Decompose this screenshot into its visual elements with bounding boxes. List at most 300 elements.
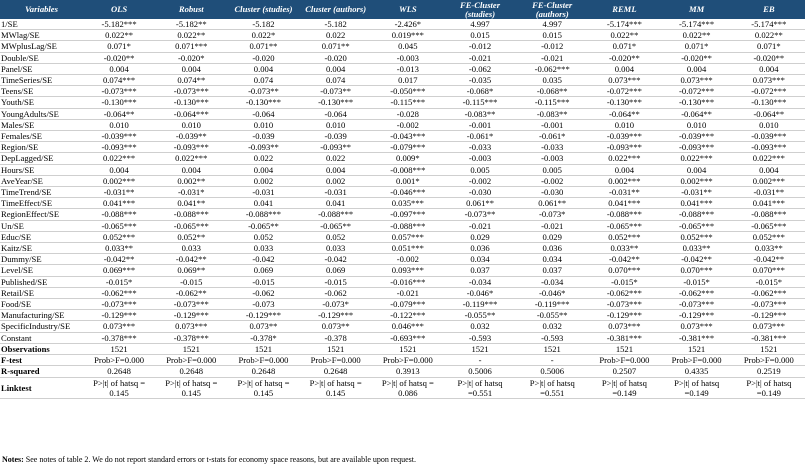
table-cell: -0.020** <box>83 52 155 63</box>
table-cell: 0.010 <box>83 119 155 130</box>
table-cell: 0.041*** <box>83 198 155 209</box>
table-cell: -0.088*** <box>83 209 155 220</box>
table-cell: 0.034 <box>516 254 588 265</box>
table-row <box>0 209 805 220</box>
table-cell: 0.033** <box>83 243 155 254</box>
table-cell: 0.022*** <box>83 153 155 164</box>
table-cell: -0.001 <box>444 119 516 130</box>
table-cell: -0.093*** <box>661 142 733 153</box>
table-cell: 0.071* <box>83 41 155 52</box>
table-cell: -0.003 <box>516 153 588 164</box>
table-cell: -0.062 <box>227 287 299 298</box>
table-cell: -0.073*** <box>661 299 733 310</box>
table-cell: -0.068** <box>516 86 588 97</box>
table-cell: 1521 <box>733 343 805 354</box>
table-row <box>0 153 805 164</box>
table-cell: - <box>444 355 516 366</box>
table-cell: -5.174*** <box>588 19 660 30</box>
table-cell: -0.013 <box>372 63 444 74</box>
table-cell: -0.015* <box>733 276 805 287</box>
table-cell: -0.381*** <box>588 332 660 343</box>
table-cell: 0.002*** <box>588 175 660 186</box>
table-cell: 1521 <box>661 343 733 354</box>
table-row <box>0 299 805 310</box>
table-cell: 0.022 <box>227 153 299 164</box>
table-cell: 0.033** <box>733 243 805 254</box>
table-body <box>0 19 805 398</box>
table-cell: 1521 <box>516 343 588 354</box>
table-cell: -5.182 <box>300 19 372 30</box>
table-cell: -0.073* <box>516 209 588 220</box>
table-cell: 0.010 <box>661 119 733 130</box>
row-label: MWlag/SE <box>0 30 83 41</box>
table-cell: 0.052*** <box>588 231 660 242</box>
table-cell: 0.022*** <box>588 153 660 164</box>
table-cell: 1521 <box>227 343 299 354</box>
table-cell: P>|t| of hatsq = 0.145 <box>227 377 299 398</box>
table-cell: -0.068* <box>444 86 516 97</box>
row-label: Teens/SE <box>0 86 83 97</box>
table-cell: -0.042** <box>588 254 660 265</box>
table-cell: 0.022** <box>155 30 227 41</box>
table-cell: 0.073** <box>227 321 299 332</box>
table-cell: -0.062*** <box>588 287 660 298</box>
table-row <box>0 19 805 30</box>
table-cell: 0.071** <box>300 41 372 52</box>
table-cell: -0.381*** <box>733 332 805 343</box>
table-cell: 0.035*** <box>372 198 444 209</box>
table-cell: -0.021 <box>444 220 516 231</box>
table-cell: -0.015* <box>83 276 155 287</box>
table-cell: 0.009* <box>372 153 444 164</box>
note-text: See notes of table 2. We do not report standard errors or t-stats for economy space reasons, but are available upon request. <box>23 455 416 464</box>
table-cell: -0.031** <box>733 187 805 198</box>
table-header <box>0 0 805 19</box>
table-cell: 0.004 <box>227 63 299 74</box>
table-cell: -0.093** <box>227 142 299 153</box>
row-label: Region/SE <box>0 142 83 153</box>
table-cell: 0.052 <box>300 231 372 242</box>
table-cell: -0.378*** <box>83 332 155 343</box>
table-cell: -0.020* <box>155 52 227 63</box>
header-column: FE-Cluster (authors) <box>516 0 588 19</box>
table-cell: 0.041 <box>227 198 299 209</box>
header-column: OLS <box>83 0 155 19</box>
table-cell: -0.002 <box>444 175 516 186</box>
table-cell: 0.032 <box>444 321 516 332</box>
table-cell: -0.130*** <box>588 97 660 108</box>
table-cell: 0.005 <box>444 164 516 175</box>
table-cell: 0.004 <box>83 164 155 175</box>
table-cell: -0.378* <box>227 332 299 343</box>
table-cell: -0.042** <box>661 254 733 265</box>
table-cell: -0.088*** <box>733 209 805 220</box>
table-row <box>0 187 805 198</box>
table-cell: 0.061** <box>516 198 588 209</box>
table-cell: -0.033 <box>516 142 588 153</box>
table-cell: 0.071*** <box>155 41 227 52</box>
table-cell: -0.062** <box>155 287 227 298</box>
table-cell: 0.010 <box>588 119 660 130</box>
table-cell: -0.050*** <box>372 86 444 97</box>
table-cell: -0.015* <box>661 276 733 287</box>
table-cell: -5.182*** <box>83 19 155 30</box>
table-row <box>0 343 805 354</box>
table-cell: 0.004 <box>661 63 733 74</box>
table-cell: 0.046*** <box>372 321 444 332</box>
table-cell: 0.004 <box>588 164 660 175</box>
table-cell: -5.182** <box>155 19 227 30</box>
table-cell: 0.002*** <box>733 175 805 186</box>
table-cell: 0.004 <box>733 63 805 74</box>
table-row <box>0 231 805 242</box>
table-cell: -0.030 <box>516 187 588 198</box>
table-cell: -0.129*** <box>300 310 372 321</box>
table-cell: Prob>F=0.000 <box>155 355 227 366</box>
table-cell: -0.055** <box>444 310 516 321</box>
table-cell: 0.022*** <box>733 153 805 164</box>
table-cell: -5.174*** <box>661 19 733 30</box>
header-column: EB <box>733 0 805 19</box>
row-label: Retail/SE <box>0 287 83 298</box>
table-cell: 0.019*** <box>372 30 444 41</box>
table-cell: -0.012 <box>516 41 588 52</box>
table-cell: -0.015* <box>588 276 660 287</box>
table-cell: 0.073*** <box>588 321 660 332</box>
table-cell: -0.072*** <box>661 86 733 97</box>
table-cell: -0.062*** <box>661 287 733 298</box>
table-cell: -0.130*** <box>155 97 227 108</box>
table-cell: -0.088*** <box>588 209 660 220</box>
table-cell: -0.042 <box>300 254 372 265</box>
table-cell: 0.070*** <box>733 265 805 276</box>
table-cell: -0.079*** <box>372 142 444 153</box>
table-row <box>0 254 805 265</box>
table-cell: 0.2648 <box>300 366 372 377</box>
table-cell: -0.083** <box>516 108 588 119</box>
table-cell: -0.073** <box>300 86 372 97</box>
row-label: AveYear/SE <box>0 175 83 186</box>
table-cell: -0.064** <box>588 108 660 119</box>
table-cell: 0.032 <box>516 321 588 332</box>
table-cell: 0.034 <box>444 254 516 265</box>
table-cell: -0.073** <box>227 86 299 97</box>
row-label: R-squared <box>0 366 83 377</box>
table-cell: -0.031 <box>227 187 299 198</box>
header-column: MM <box>661 0 733 19</box>
table-cell: 0.5006 <box>444 366 516 377</box>
table-cell: 0.069 <box>227 265 299 276</box>
table-cell: 0.004 <box>155 63 227 74</box>
table-row <box>0 310 805 321</box>
table-cell: -0.073*** <box>83 299 155 310</box>
table-cell: -0.064 <box>227 108 299 119</box>
table-cell: -0.002 <box>372 254 444 265</box>
row-label: Linktest <box>0 377 83 398</box>
table-cell: 0.5006 <box>516 366 588 377</box>
row-label: Youth/SE <box>0 97 83 108</box>
table-cell: 0.002*** <box>83 175 155 186</box>
table-cell: -0.073*** <box>155 299 227 310</box>
table-cell: 0.005 <box>516 164 588 175</box>
table-cell: 0.073*** <box>733 321 805 332</box>
row-label: Dummy/SE <box>0 254 83 265</box>
table-cell: -0.064** <box>83 108 155 119</box>
table-cell: -0.020 <box>300 52 372 63</box>
table-cell: -0.046* <box>516 287 588 298</box>
table-cell: -0.064*** <box>155 108 227 119</box>
table-cell: 0.004 <box>588 63 660 74</box>
table-cell: 0.052*** <box>733 231 805 242</box>
table-cell: 0.010 <box>733 119 805 130</box>
table-cell: -0.020** <box>588 52 660 63</box>
table-cell: 0.073*** <box>155 321 227 332</box>
row-label: Published/SE <box>0 276 83 287</box>
table-cell: -0.064 <box>300 108 372 119</box>
header-row <box>0 0 805 19</box>
table-cell: -0.016*** <box>372 276 444 287</box>
table-cell: 0.022** <box>588 30 660 41</box>
table-cell: -0.130*** <box>733 97 805 108</box>
row-label: Constant <box>0 332 83 343</box>
table-cell: -0.031 <box>300 187 372 198</box>
table-cell: 0.036 <box>444 243 516 254</box>
table-cell: -2.426* <box>372 19 444 30</box>
table-cell: 0.004 <box>733 164 805 175</box>
note-prefix: Notes: <box>2 455 24 464</box>
table-cell: 0.041*** <box>661 198 733 209</box>
table-cell: 0.004 <box>83 63 155 74</box>
table-cell: 0.033** <box>661 243 733 254</box>
table-cell: -0.012 <box>444 41 516 52</box>
table-cell: 0.029 <box>444 231 516 242</box>
table-cell: -0.061* <box>516 131 588 142</box>
row-label: SpecificIndustry/SE <box>0 321 83 332</box>
table-cell: 0.017 <box>372 75 444 86</box>
table-cell: 0.029 <box>516 231 588 242</box>
table-cell: 0.002*** <box>661 175 733 186</box>
table-cell: -0.119*** <box>516 299 588 310</box>
table-cell: -0.033 <box>444 142 516 153</box>
table-cell: Prob>F=0.000 <box>661 355 733 366</box>
table-cell: Prob>F=0.000 <box>227 355 299 366</box>
table-cell: 0.015 <box>516 30 588 41</box>
row-label: 1/SE <box>0 19 83 30</box>
table-cell: 0.033 <box>155 243 227 254</box>
table-cell: 0.071* <box>661 41 733 52</box>
row-label: Educ/SE <box>0 231 83 242</box>
table-cell: 0.010 <box>227 119 299 130</box>
table-cell: -0.046* <box>444 287 516 298</box>
table-cell: -0.020** <box>661 52 733 63</box>
table-cell: -0.015 <box>227 276 299 287</box>
table-cell: -0.088*** <box>372 220 444 231</box>
table-cell: -0.020 <box>227 52 299 63</box>
row-label: Kaitz/SE <box>0 243 83 254</box>
table-cell: -0.042 <box>227 254 299 265</box>
table-row <box>0 355 805 366</box>
table-row <box>0 366 805 377</box>
table-cell: 0.022** <box>661 30 733 41</box>
table-cell: -5.174*** <box>733 19 805 30</box>
table-cell: 0.071** <box>227 41 299 52</box>
table-cell: -0.088*** <box>155 209 227 220</box>
table-cell: 1521 <box>300 343 372 354</box>
table-cell: 0.004 <box>155 164 227 175</box>
table-cell: -0.065*** <box>155 220 227 231</box>
table-row <box>0 30 805 41</box>
table-cell: -0.065** <box>300 220 372 231</box>
table-row <box>0 97 805 108</box>
table-cell: 0.004 <box>227 164 299 175</box>
table-cell: 0.045 <box>372 41 444 52</box>
table-cell: -0.378 <box>300 332 372 343</box>
table-cell: -0.073*** <box>83 86 155 97</box>
table-cell: 1521 <box>444 343 516 354</box>
table-cell: -0.130*** <box>661 97 733 108</box>
table-cell: 0.041*** <box>588 198 660 209</box>
table-cell: 0.2648 <box>83 366 155 377</box>
table-row <box>0 220 805 231</box>
table-cell: 0.022 <box>300 30 372 41</box>
table-cell: -0.593 <box>444 332 516 343</box>
table-cell: -0.129*** <box>83 310 155 321</box>
table-cell: -0.039 <box>300 131 372 142</box>
table-cell: 0.033** <box>588 243 660 254</box>
table-cell: -0.073** <box>444 209 516 220</box>
table-row <box>0 131 805 142</box>
table-cell: 0.051*** <box>372 243 444 254</box>
table-cell: -0.083** <box>444 108 516 119</box>
table-cell: -0.130*** <box>83 97 155 108</box>
table-cell: 0.070*** <box>661 265 733 276</box>
table-cell: 0.052*** <box>83 231 155 242</box>
table-cell: -0.115*** <box>516 97 588 108</box>
table-cell: -0.129*** <box>661 310 733 321</box>
table-cell: -0.031** <box>588 187 660 198</box>
table-cell: 0.036 <box>516 243 588 254</box>
table-cell: -0.093*** <box>155 142 227 153</box>
table-cell: -0.129*** <box>227 310 299 321</box>
table-row <box>0 377 805 398</box>
table-cell: 0.052*** <box>661 231 733 242</box>
table-cell: -0.031* <box>155 187 227 198</box>
table-cell: -0.039 <box>227 131 299 142</box>
table-cell: 0.061** <box>444 198 516 209</box>
table-cell: Prob>F=0.000 <box>300 355 372 366</box>
table-cell: -0.061* <box>444 131 516 142</box>
table-row <box>0 75 805 86</box>
table-cell: P>|t| of hatsq = 0.145 <box>155 377 227 398</box>
table-cell: -0.002 <box>516 175 588 186</box>
table-cell: -0.042** <box>83 254 155 265</box>
table-cell: 1521 <box>83 343 155 354</box>
table-cell: 1521 <box>372 343 444 354</box>
table-cell: P>|t| of hatsq =0.149 <box>588 377 660 398</box>
table-cell: 0.037 <box>516 265 588 276</box>
table-cell: -0.065*** <box>83 220 155 231</box>
table-cell: 0.002 <box>300 175 372 186</box>
table-cell: -0.021 <box>516 220 588 231</box>
table-cell: -0.129*** <box>733 310 805 321</box>
table-cell: 0.052 <box>227 231 299 242</box>
table-cell: -0.593 <box>516 332 588 343</box>
table-cell: -0.093*** <box>588 142 660 153</box>
table-cell: 0.070*** <box>588 265 660 276</box>
table-cell: 0.041 <box>300 198 372 209</box>
table-cell: -0.097*** <box>372 209 444 220</box>
table-row <box>0 164 805 175</box>
table-cell: -0.021 <box>444 52 516 63</box>
table-cell: -0.065*** <box>588 220 660 231</box>
table-cell: -5.182 <box>227 19 299 30</box>
table-cell: 0.022*** <box>661 153 733 164</box>
table-cell: 0.010 <box>155 119 227 130</box>
row-label: Females/SE <box>0 131 83 142</box>
table-cell: -0.088*** <box>661 209 733 220</box>
table-cell: 0.057*** <box>372 231 444 242</box>
table-cell: - <box>516 355 588 366</box>
row-label: F-test <box>0 355 83 366</box>
table-row <box>0 265 805 276</box>
table-cell: -0.129*** <box>588 310 660 321</box>
table-cell: 0.069 <box>300 265 372 276</box>
table-cell: -0.015 <box>300 276 372 287</box>
table-cell: -0.028 <box>372 108 444 119</box>
table-cell: 0.022 <box>300 153 372 164</box>
table-cell: 0.073*** <box>733 75 805 86</box>
table-cell: -0.021 <box>516 52 588 63</box>
table-cell: P>|t| of hatsq =0.149 <box>733 377 805 398</box>
header-column: Robust <box>155 0 227 19</box>
table-cell: 4.997 <box>444 19 516 30</box>
row-label: Food/SE <box>0 299 83 310</box>
table-cell: -0.093** <box>300 142 372 153</box>
table-cell: -0.055** <box>516 310 588 321</box>
table-row <box>0 52 805 63</box>
table-cell: P>|t| of hatsq =0.551 <box>444 377 516 398</box>
table-cell: 0.074 <box>227 75 299 86</box>
table-cell: 0.069*** <box>83 265 155 276</box>
row-label: Observations <box>0 343 83 354</box>
table-cell: P>|t| of hatsq =0.149 <box>661 377 733 398</box>
table-cell: -0.073*** <box>155 86 227 97</box>
table-row <box>0 243 805 254</box>
table-cell: -0.039*** <box>588 131 660 142</box>
table-cell: 0.2648 <box>155 366 227 377</box>
table-cell: -0.039*** <box>733 131 805 142</box>
table-cell: 0.015 <box>444 30 516 41</box>
table-row <box>0 142 805 153</box>
table-cell: -0.062 <box>444 63 516 74</box>
table-cell: 0.069** <box>155 265 227 276</box>
table-cell: -0.042** <box>155 254 227 265</box>
table-cell: -0.065** <box>227 220 299 231</box>
table-cell: -0.073*** <box>588 299 660 310</box>
table-cell: -0.062 <box>300 287 372 298</box>
table-cell: -0.115*** <box>444 97 516 108</box>
table-cell: 0.001* <box>372 175 444 186</box>
table-row <box>0 86 805 97</box>
table-cell: -0.039*** <box>83 131 155 142</box>
table-cell: -0.039*** <box>661 131 733 142</box>
table-cell: -0.020** <box>733 52 805 63</box>
table-cell: -0.381*** <box>661 332 733 343</box>
table-cell: -0.064** <box>661 108 733 119</box>
table-cell: -0.001 <box>516 119 588 130</box>
table-cell: -0.002 <box>372 119 444 130</box>
table-cell: Prob>F=0.000 <box>83 355 155 366</box>
